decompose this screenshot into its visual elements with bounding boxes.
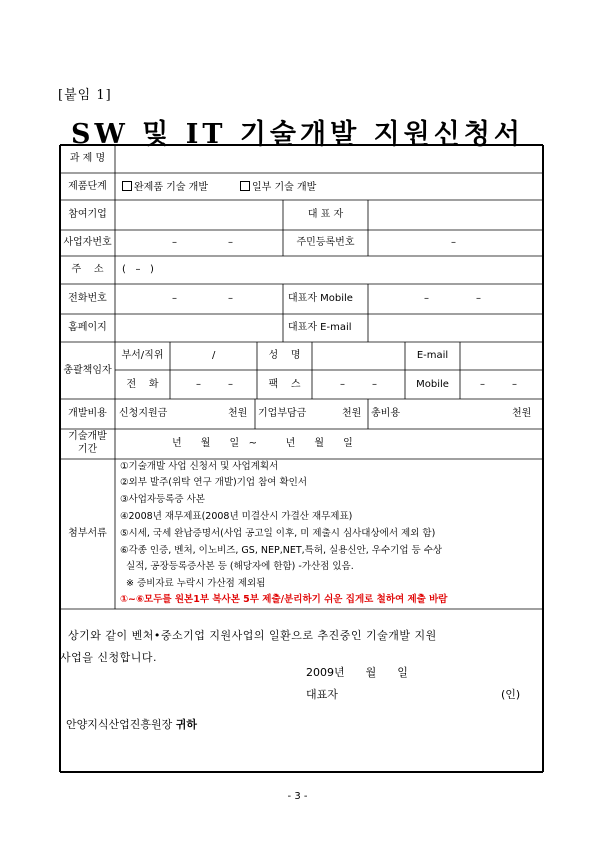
business-number-separator: – [172,237,177,248]
dev-period-label-line1: 기술개발 [68,431,107,442]
total-cost-unit: 천원 [512,408,532,419]
manager-mobile-separator: – [480,379,485,390]
manager-fax-label: 팩 스 [268,379,301,390]
signer-label: 대표자 [306,688,338,701]
company-contribution-unit: 천원 [342,408,362,419]
manager-email-label: E-mail [416,350,449,361]
attachment-item: ※ 증비자료 누락시 가산점 제외됨 [120,578,266,589]
recipient [66,719,197,731]
homepage-label: 홈페이지 [68,322,107,333]
checkbox-icon[interactable] [122,181,132,191]
company-label: 참여기업 [68,209,107,220]
phone-separator: – [228,293,233,304]
dev-period-label-line2: 기간 [77,444,98,455]
product-stage-label: 제품단계 [68,181,107,192]
declaration-line2: 사업을 신청합니다. [60,651,158,664]
seal-mark: (인) [501,688,521,701]
manager-label: 총괄책임자 [63,365,112,376]
attachment-item: ③사업자등록증 사본 [120,494,205,505]
requested-funding-unit: 천원 [228,408,248,419]
attachments-label: 첨부서류 [68,528,107,539]
business-number-separator: – [228,237,233,248]
phone-separator: – [172,293,177,304]
page-number: - 3 - [287,791,308,802]
attachment-item: ②외부 발주(위탁 연구 개발)기업 참여 확인서 [120,477,308,488]
attachment-item: ④2008년 재무제표(2008년 미결산시 가결산 재무제표) [120,511,353,522]
attachment-label: [붙임 1] [58,88,112,103]
attachment-item: ⑥각종 인증, 벤처, 이노비즈, GS, NEP,NET,특허, 실용신안, 우수기업 등 수상 [120,545,443,556]
manager-fax-separator: – [340,379,345,390]
dev-cost-label: 개발비용 [68,408,107,419]
requested-funding-label: 신청지원금 [119,408,168,419]
attachment-notice: ①~⑥모두를 원본1부 복사본 5부 제출/분리하기 쉬운 집게로 철하여 제출 바람 [120,594,448,605]
manager-mobile-label: Mobile [416,379,449,390]
ceo-email-label: 대표자 E-mail [288,322,352,333]
manager-fax-separator: – [372,379,377,390]
manager-dept-label: 부서/직위 [121,350,164,361]
ceo-mobile-separator: – [476,293,481,304]
manager-dept-separator: / [212,350,216,361]
checkbox-icon[interactable] [240,181,250,191]
attachment-item: 실적, 공장등록증사본 등 (해당자에 한함) -가산점 있음. [120,561,354,572]
attachment-item: ⑤시세, 국세 완납증명서(사업 공고일 이후, 미 제출시 심사대상에서 제외 함) [120,528,436,539]
declaration-line1: 상기와 같이 벤처•중소기업 지원사업의 일환으로 추진중인 기술개발 지원 [60,629,437,642]
business-number-label: 사업자번호 [63,237,112,248]
project-name-label: 과 제 명 [69,153,106,164]
ceo-mobile-separator: – [424,293,429,304]
document-title: SW 및 IT 기술개발 지원신청서 [71,119,524,150]
manager-phone-separator: – [228,379,233,390]
postcode-field[interactable]: ( – ) [122,264,154,275]
product-stage-option-partial[interactable]: 일부 기술 개발 [240,181,316,194]
ceo-label: 대 표 자 [307,209,344,220]
resident-number-separator: – [451,237,456,248]
manager-name-label: 성 명 [268,350,301,361]
recipient-honorific: 귀하 [175,718,198,731]
declaration [60,625,540,669]
dev-period-value[interactable]: 년 월 일 ~ 년 월 일 [172,438,353,449]
company-contribution-label: 기업부담금 [258,408,307,419]
total-cost-label: 총비용 [371,408,400,419]
attachment-item: ①기술개발 사업 신청서 및 사업계획서 [120,461,279,472]
application-date: 2009년 월 일 [306,666,408,679]
address-label: 주 소 [71,264,104,275]
manager-phone-separator: – [196,379,201,390]
product-stage-option-complete[interactable]: 완제품 기술 개발 [122,181,208,194]
ceo-mobile-label: 대표자 Mobile [288,293,353,304]
resident-number-label: 주민등록번호 [296,237,355,248]
manager-mobile-separator: – [512,379,517,390]
phone-label: 전화번호 [68,293,107,304]
recipient-name: 안양지식산업진흥원장 [66,718,173,731]
manager-phone-label: 전 화 [126,379,159,390]
